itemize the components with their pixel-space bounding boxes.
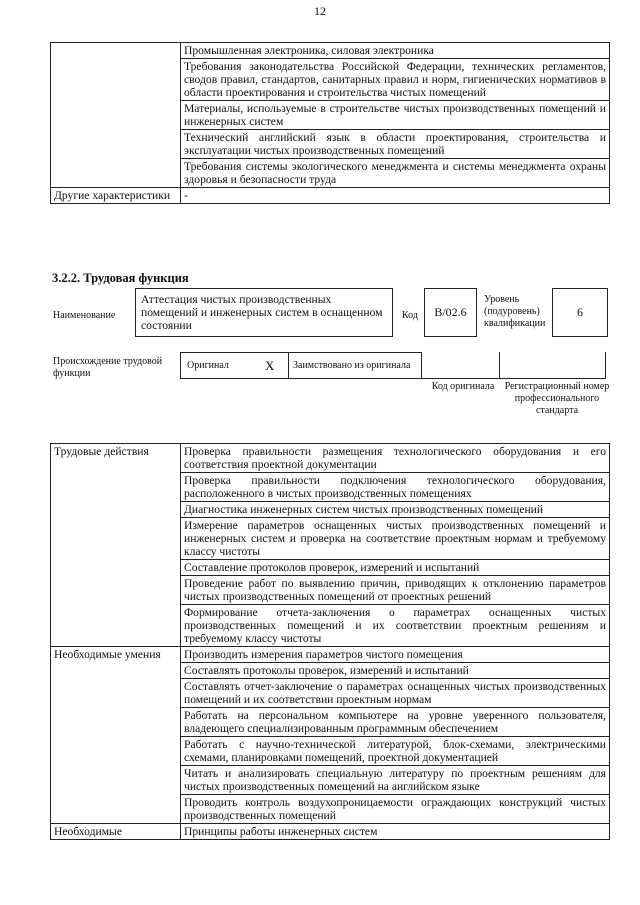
row-content: Составлять протоколы проверок, измерений и испытаний bbox=[181, 663, 610, 679]
borrowed-cell bbox=[288, 352, 422, 379]
main-table bbox=[50, 443, 610, 840]
row-content: Проверка правильности подключения технологического оборудования, расположенного в чистых производственных помещениях bbox=[181, 473, 610, 502]
level-box: 6 bbox=[552, 288, 608, 337]
row-content: - bbox=[181, 188, 610, 204]
row-content: Измерение параметров оснащенных чистых производственных помещений и инженерных систем и проверка на соответствие проектным нормам и требуемому классу чистоты bbox=[181, 518, 610, 560]
group-label: Необходимые умения bbox=[51, 647, 181, 824]
code-box: B/02.6 bbox=[424, 288, 477, 337]
row-content: Принципы работы инженерных систем bbox=[181, 824, 610, 840]
row-content: Технический английский язык в области проектирования, строительства и эксплуатации чистых производственных помещений bbox=[181, 130, 610, 159]
row-content: Требования системы экологического менеджмента и системы менеджмента охраны здоровья и безопасности труда bbox=[181, 159, 610, 188]
origin-label: Происхождение трудовой функции bbox=[53, 356, 163, 379]
code-original-caption: Код оригинала bbox=[431, 381, 495, 392]
table-row bbox=[51, 43, 610, 59]
row-content: Промышленная электроника, силовая электроника bbox=[181, 43, 610, 59]
table-row bbox=[51, 188, 610, 204]
function-name-box: Аттестация чистых производственных помещений и инженерных систем в оснащенном состоянии bbox=[135, 288, 393, 337]
top-table bbox=[50, 42, 610, 204]
table-row bbox=[51, 647, 610, 663]
row-label bbox=[51, 43, 181, 188]
reg-number-caption: Регистрационный номер профессионального стандарта bbox=[504, 381, 610, 416]
name-label: Наименование bbox=[53, 310, 116, 321]
row-content: Проверка правильности размещения технологического оборудования и его соответствия проектной документации bbox=[181, 444, 610, 473]
origin-row bbox=[180, 352, 608, 379]
row-content: Проведение работ по выявлению причин, приводящих к отклонению параметров чистых производственных помещений от проектных решений bbox=[181, 576, 610, 605]
original-mark: X bbox=[265, 358, 275, 373]
original-label: Оригинал bbox=[187, 360, 229, 371]
code-original-cell bbox=[421, 352, 500, 379]
row-content: Составлять отчет-заключение о параметрах оснащенных чистых производственных помещений и их соответствии проектным нормам bbox=[181, 679, 610, 708]
row-content: Требования законодательства Российской Федерации, технических регламентов, сводов правил, стандартов, санитарных правил и норм, гигиенических нормативов в области проектирования и строительства чистых помещений bbox=[181, 59, 610, 101]
code-label: Код bbox=[402, 310, 418, 321]
group-label: Трудовые действия bbox=[51, 444, 181, 647]
table-row bbox=[51, 444, 610, 473]
row-content: Составление протоколов проверок, измерений и испытаний bbox=[181, 560, 610, 576]
row-content: Материалы, используемые в строительстве чистых производственных помещений и инженерных систем bbox=[181, 101, 610, 130]
row-content: Диагностика инженерных систем чистых производственных помещений bbox=[181, 502, 610, 518]
row-content: Проводить контроль воздухопроницаемости ограждающих конструкций чистых производственных помещений bbox=[181, 795, 610, 824]
row-content: Работать с научно-технической литературой, блок-схемами, электрическими схемами, планировками помещений, проектной документацией bbox=[181, 737, 610, 766]
row-content: Производить измерения параметров чистого помещения bbox=[181, 647, 610, 663]
row-content: Читать и анализировать специальную литературу по проектным решениям для чистых производственных помещений на английском языке bbox=[181, 766, 610, 795]
table-row bbox=[51, 824, 610, 840]
borrowed-label: Заимствовано из оригинала bbox=[293, 360, 411, 371]
row-label: Другие характеристики bbox=[51, 188, 181, 204]
level-label: Уровень (подуровень) квалификации bbox=[484, 294, 546, 329]
original-cell bbox=[180, 352, 289, 379]
row-content: Формирование отчета-заключения о параметрах оснащенных чистых производственных помещений и их соответствии проектным решениям и требуемому классу чистоты bbox=[181, 605, 610, 647]
reg-number-cell bbox=[499, 352, 606, 379]
group-label: Необходимые bbox=[51, 824, 181, 840]
row-content: Работать на персональном компьютере на уровне уверенного пользователя, владеющего специализированным программным обеспечением bbox=[181, 708, 610, 737]
page-number: 12 bbox=[314, 4, 326, 18]
section-title: 3.2.2. Трудовая функция bbox=[52, 271, 189, 285]
